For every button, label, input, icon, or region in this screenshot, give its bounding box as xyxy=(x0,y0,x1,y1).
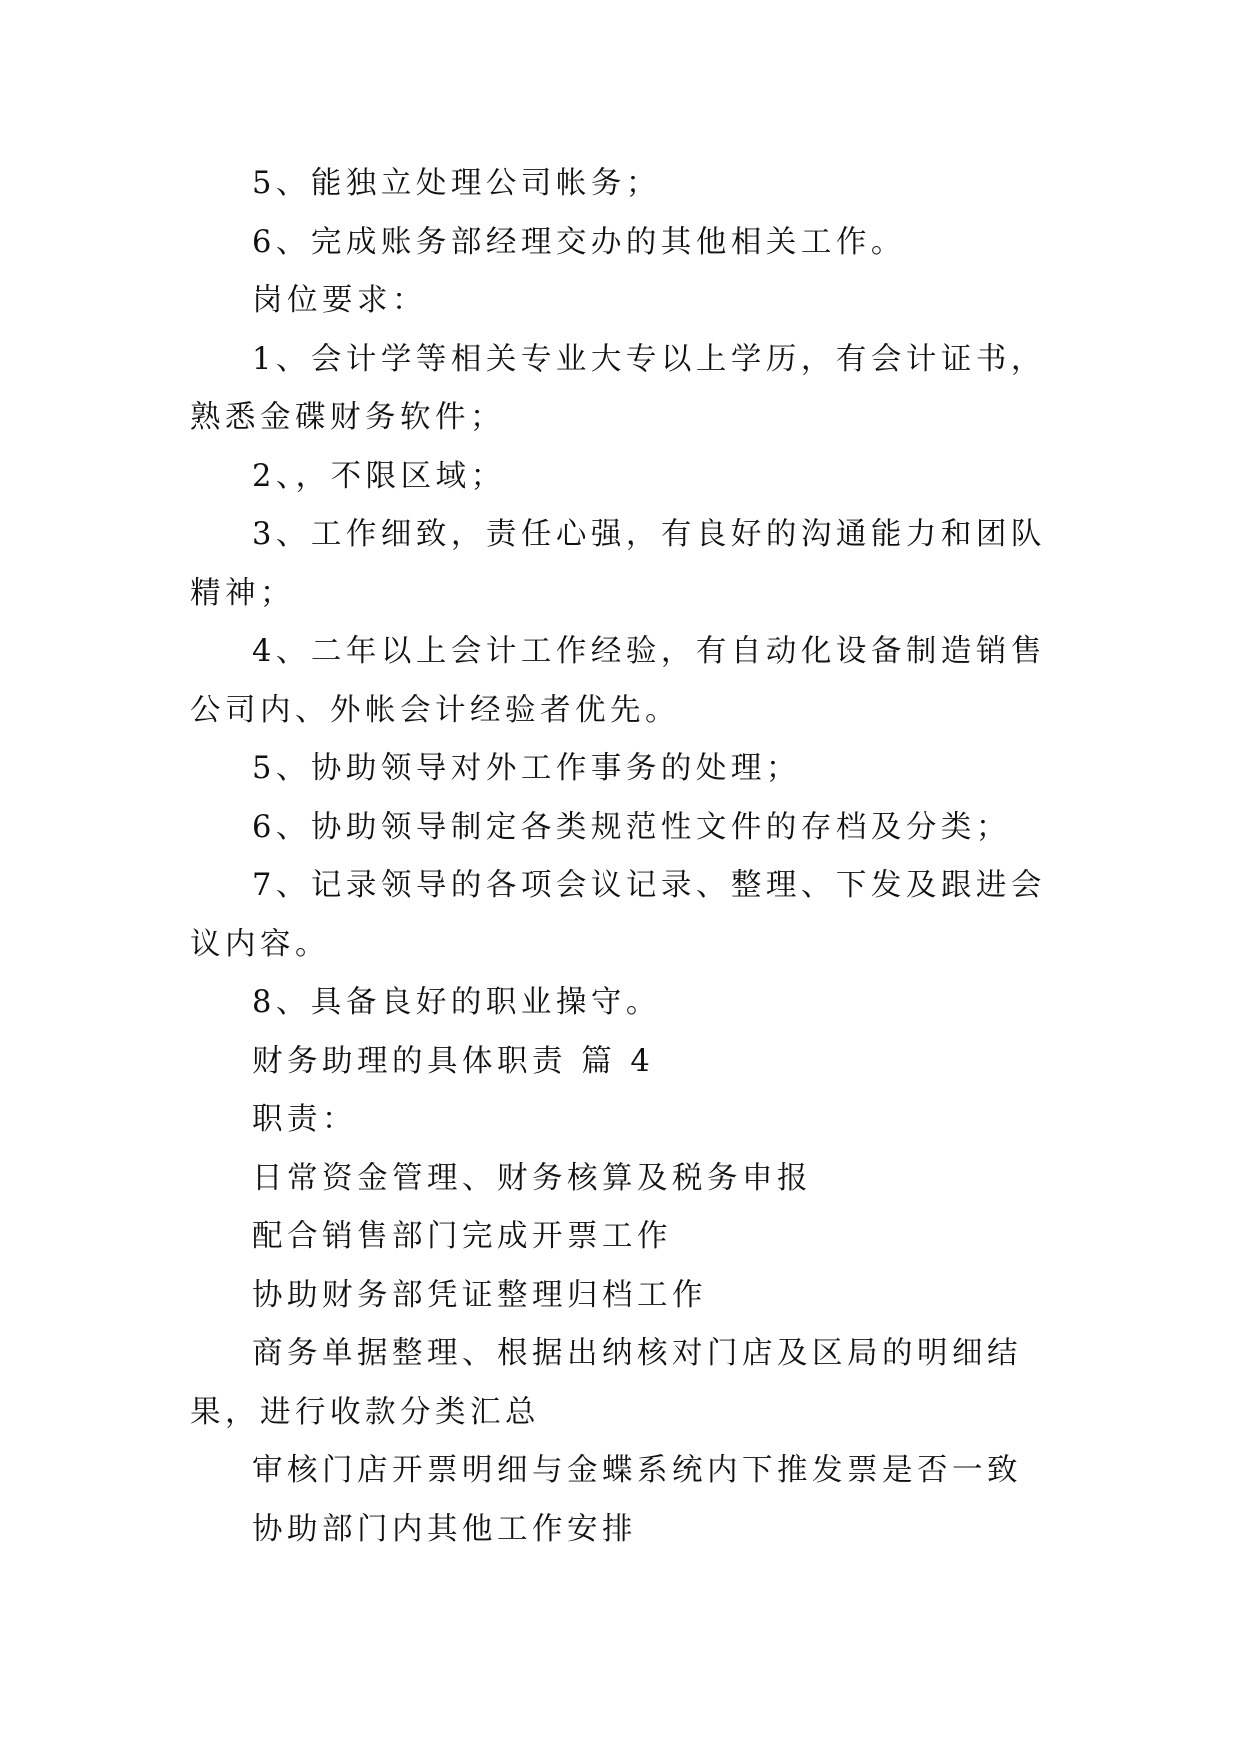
paragraph-duty-item: 协助财务部凭证整理归档工作 xyxy=(252,1277,707,1313)
paragraph-duty-item: 商务单据整理、根据出纳核对门店及区局的明细结果，进行收款分类汇总 xyxy=(190,1336,1022,1430)
paragraph-duty-5: 5、能独立处理公司帐务； xyxy=(252,166,661,201)
paragraph-duty-item: 配合销售部门完成开票工作 xyxy=(252,1219,672,1254)
paragraph-duty-item: 协助部门内其他工作安排 xyxy=(252,1511,637,1547)
paragraph-requirement-8: 8、具备良好的职业操守。 xyxy=(252,985,661,1020)
document-body xyxy=(190,155,1050,1559)
section-heading-duties: 职责： xyxy=(252,1102,357,1137)
paragraph-requirement-7: 7、记录领导的各项会议记录、整理、下发及跟进会议内容。 xyxy=(190,868,1046,962)
paragraph-duty-item: 日常资金管理、财务核算及税务申报 xyxy=(252,1160,812,1196)
paragraph-duty-item: 审核门店开票明细与金蝶系统内下推发票是否一致 xyxy=(252,1453,1022,1488)
paragraph-requirement-3: 3、工作细致，责任心强，有良好的沟通能力和团队精神； xyxy=(190,517,1046,611)
paragraph-requirement-4: 4、二年以上会计工作经验，有自动化设备制造销售公司内、外帐会计经验者优先。 xyxy=(190,634,1046,728)
paragraph-requirement-2: 2、，不限区域； xyxy=(252,458,506,494)
paragraph-requirement-1: 1、会计学等相关专业大专以上学历，有会计证书，熟悉金碟财务软件； xyxy=(190,341,1046,435)
section-heading-requirements: 岗位要求： xyxy=(252,283,427,318)
paragraph-duty-6: 6、完成账务部经理交办的其他相关工作。 xyxy=(252,224,906,260)
section-title-part-4: 财务助理的具体职责 篇 4 xyxy=(252,1043,655,1079)
paragraph-requirement-5: 5、协助领导对外工作事务的处理； xyxy=(252,751,801,786)
paragraph-requirement-6: 6、协助领导制定各类规范性文件的存档及分类； xyxy=(252,809,1011,845)
